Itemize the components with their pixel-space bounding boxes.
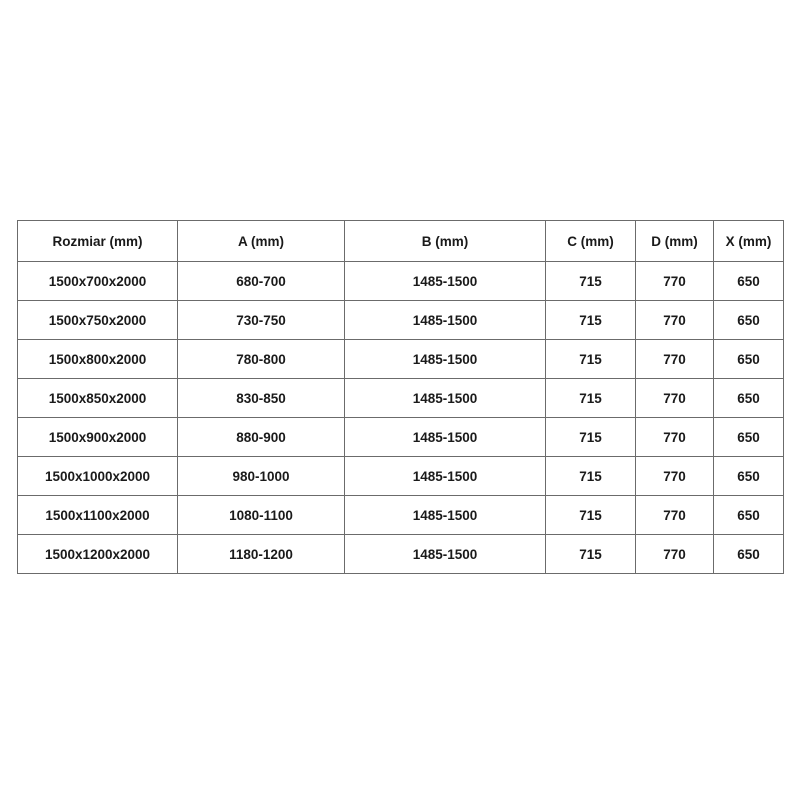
table-body	[18, 262, 784, 574]
cell-d: 770	[636, 496, 714, 535]
cell-b: 1485-1500	[345, 496, 546, 535]
cell-c: 715	[546, 301, 636, 340]
cell-x: 650	[714, 262, 784, 301]
cell-b: 1485-1500	[345, 379, 546, 418]
cell-a: 680-700	[178, 262, 345, 301]
column-header-x: X (mm)	[714, 221, 784, 262]
cell-x: 650	[714, 535, 784, 574]
cell-c: 715	[546, 340, 636, 379]
cell-rozmiar: 1500x1100x2000	[18, 496, 178, 535]
table-row	[18, 379, 784, 418]
cell-rozmiar: 1500x1200x2000	[18, 535, 178, 574]
cell-a: 880-900	[178, 418, 345, 457]
cell-b: 1485-1500	[345, 418, 546, 457]
size-specification-table	[17, 220, 784, 574]
cell-d: 770	[636, 262, 714, 301]
cell-rozmiar: 1500x750x2000	[18, 301, 178, 340]
cell-c: 715	[546, 535, 636, 574]
table-row	[18, 301, 784, 340]
cell-rozmiar: 1500x700x2000	[18, 262, 178, 301]
cell-b: 1485-1500	[345, 301, 546, 340]
table-row	[18, 340, 784, 379]
cell-d: 770	[636, 457, 714, 496]
cell-a: 730-750	[178, 301, 345, 340]
column-header-a: A (mm)	[178, 221, 345, 262]
cell-b: 1485-1500	[345, 262, 546, 301]
column-header-b: B (mm)	[345, 221, 546, 262]
cell-a: 1080-1100	[178, 496, 345, 535]
column-header-rozmiar: Rozmiar (mm)	[18, 221, 178, 262]
cell-rozmiar: 1500x900x2000	[18, 418, 178, 457]
cell-rozmiar: 1500x850x2000	[18, 379, 178, 418]
cell-x: 650	[714, 340, 784, 379]
cell-x: 650	[714, 301, 784, 340]
cell-a: 1180-1200	[178, 535, 345, 574]
cell-d: 770	[636, 418, 714, 457]
column-header-d: D (mm)	[636, 221, 714, 262]
cell-rozmiar: 1500x800x2000	[18, 340, 178, 379]
cell-c: 715	[546, 457, 636, 496]
cell-b: 1485-1500	[345, 535, 546, 574]
cell-c: 715	[546, 379, 636, 418]
cell-a: 780-800	[178, 340, 345, 379]
cell-a: 980-1000	[178, 457, 345, 496]
cell-rozmiar: 1500x1000x2000	[18, 457, 178, 496]
cell-x: 650	[714, 379, 784, 418]
cell-b: 1485-1500	[345, 457, 546, 496]
column-header-c: C (mm)	[546, 221, 636, 262]
cell-b: 1485-1500	[345, 340, 546, 379]
cell-d: 770	[636, 535, 714, 574]
cell-a: 830-850	[178, 379, 345, 418]
cell-x: 650	[714, 418, 784, 457]
cell-c: 715	[546, 262, 636, 301]
cell-c: 715	[546, 418, 636, 457]
size-specification-table-wrapper	[17, 220, 783, 574]
table-row	[18, 418, 784, 457]
table-row	[18, 496, 784, 535]
table-header	[18, 221, 784, 262]
cell-d: 770	[636, 301, 714, 340]
cell-d: 770	[636, 379, 714, 418]
cell-x: 650	[714, 496, 784, 535]
table-row	[18, 535, 784, 574]
table-row	[18, 262, 784, 301]
cell-d: 770	[636, 340, 714, 379]
table-header-row	[18, 221, 784, 262]
cell-x: 650	[714, 457, 784, 496]
table-row	[18, 457, 784, 496]
cell-c: 715	[546, 496, 636, 535]
